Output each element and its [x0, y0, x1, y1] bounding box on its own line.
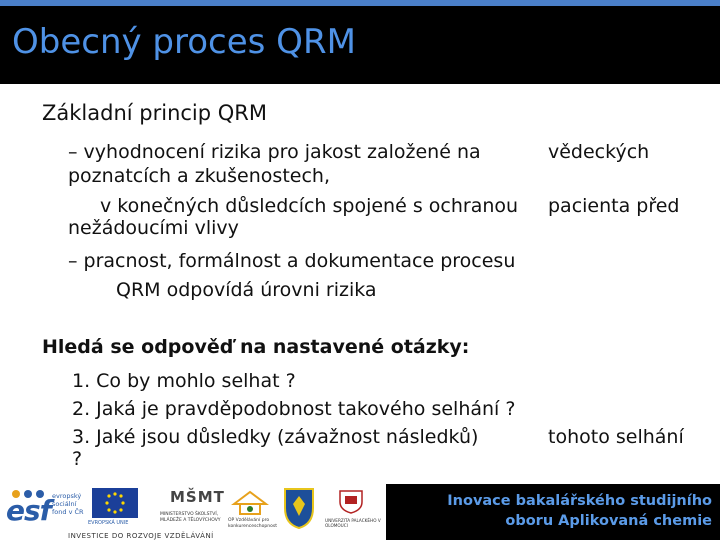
eu-flag-icon	[92, 488, 138, 518]
project-panel	[386, 484, 720, 540]
eu-label: EVROPSKÁ UNIE	[88, 520, 129, 526]
question-item: ?	[72, 448, 83, 470]
esf-letters: esf	[6, 494, 51, 527]
esf-logo	[6, 488, 86, 528]
body-line: vědeckých	[548, 141, 650, 163]
body-line: nežádoucími vlivy	[68, 217, 239, 239]
project-line-1: Inovace bakalářského studijního	[447, 493, 712, 509]
body-line: poznatcích a zkušenostech,	[68, 165, 330, 187]
slide-title: Obecný proces QRM	[12, 22, 356, 62]
question-item: 1. Co by mohlo selhat ?	[72, 370, 296, 392]
body-line: QRM odpovídá úrovni rizika	[116, 279, 377, 301]
msmt-mark: MŠMT	[170, 488, 225, 506]
title-bar	[0, 0, 720, 84]
investice-slogan: INVESTICE DO ROZVOJE VZDĚLÁVÁNÍ	[68, 532, 214, 540]
title-accent-line	[0, 0, 720, 6]
msmt-logo	[160, 488, 225, 528]
op-logo	[228, 490, 278, 530]
question-item: 2. Jaká je pravděpodobnost takového selhání ?	[72, 398, 516, 420]
body-line: – vyhodnocení rizika pro jakost založené na	[68, 141, 481, 163]
section-heading: Základní princip QRM	[42, 101, 268, 125]
upol-crest-icon	[337, 488, 365, 514]
questions-heading: Hledá se odpověď na nastavené otázky:	[42, 336, 470, 358]
question-item: 3. Jaké jsou důsledky (závažnost následků)	[72, 426, 479, 448]
op-house-icon	[228, 490, 272, 516]
body-line: pacienta před	[548, 195, 680, 217]
body-line: – pracnost, formálnost a dokumentace procesu	[68, 250, 516, 272]
shield-icon	[282, 486, 316, 534]
msmt-words: MINISTERSTVO ŠKOLSTVÍ, MLÁDEŽE A TĚLOVÝCHOVY	[160, 512, 221, 523]
project-line-2: oboru Aplikovaná chemie	[505, 513, 712, 529]
body-line: v konečných důsledcích spojené s ochranou	[100, 195, 519, 217]
footer	[0, 484, 720, 540]
esf-words: evropský sociální fond v ČR	[52, 492, 84, 516]
question-item: tohoto selhání	[548, 426, 684, 448]
upol-words: UNIVERZITA PALACKÉHO V OLOMOUCI	[325, 518, 381, 528]
eu-stars-icon	[92, 488, 138, 518]
op-words: OP Vzdělávání pro konkurenceschopnost	[228, 518, 277, 529]
